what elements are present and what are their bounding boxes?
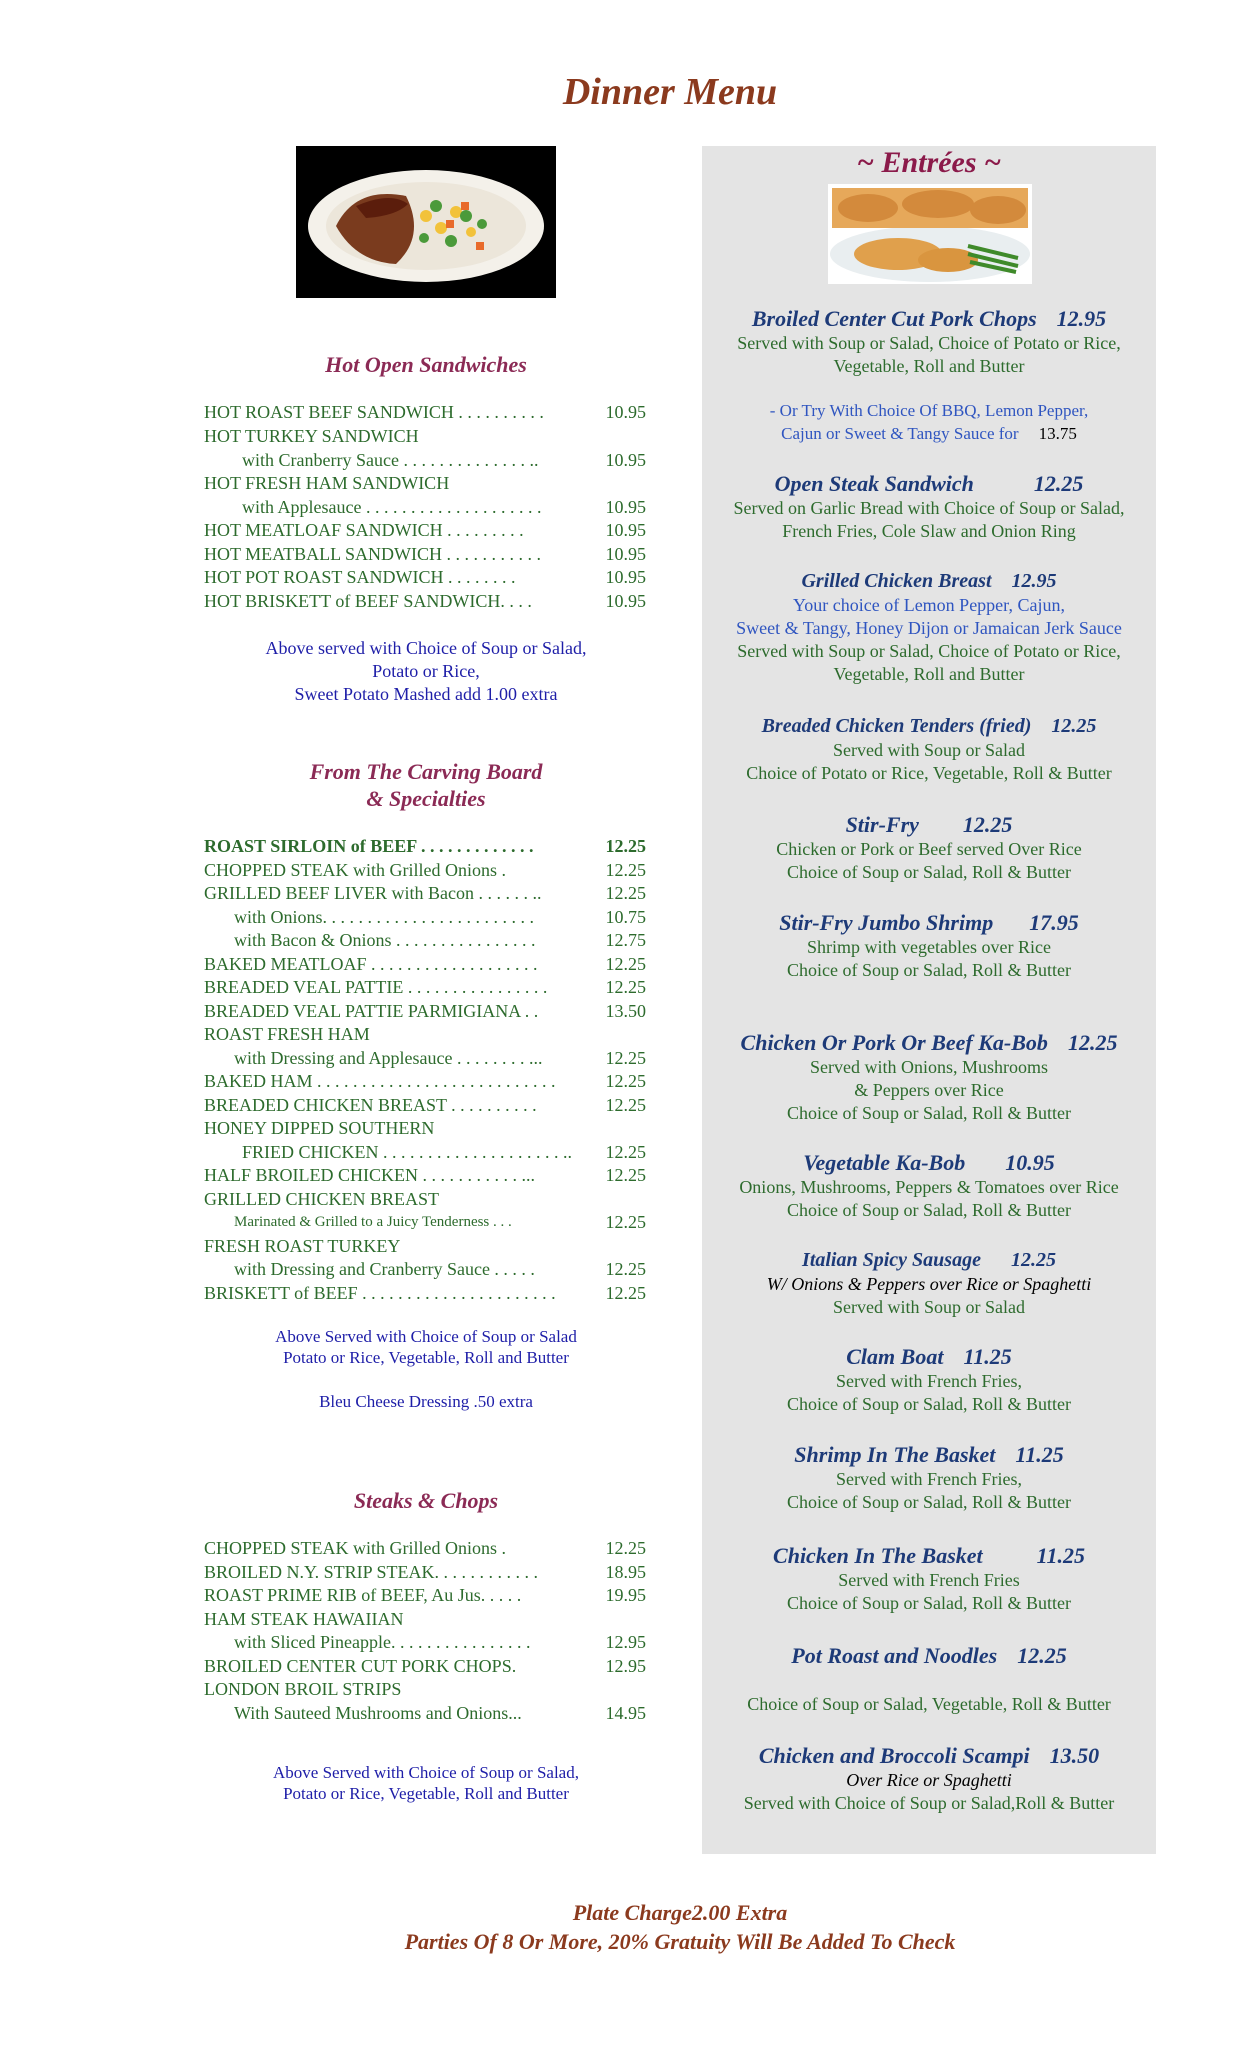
- entree-sauce-option: - Or Try With Choice Of BBQ, Lemon Pepper, Cajun or Sweet & Tangy Sauce for 13.75: [769, 401, 1089, 443]
- list-item: HOT FRESH HAM SANDWICH: [204, 473, 450, 493]
- page-title: Dinner Menu: [562, 71, 778, 113]
- list-item: CHOPPED STEAK with Grilled Onions . 12.25: [204, 1538, 646, 1558]
- entree-chicken-basket: Chicken In The Basket 11.25 Served with French Fries Choice of Soup or Salad, Roll & Butter: [773, 1543, 1085, 1613]
- list-item: CHOPPED STEAK with Grilled Onions . 12.25: [204, 860, 646, 880]
- list-item: BREADED CHICKEN BREAST . . . . . . . . . . 12.25: [204, 1095, 646, 1115]
- list-item: BROILED N.Y. STRIP STEAK. . . . . . . . . . . . 18.95: [204, 1562, 646, 1582]
- fried-fish-photo: [828, 184, 1032, 284]
- list-item: FRIED CHICKEN . . . . . . . . . . . . . . . . . . . . .. 12.25: [242, 1142, 646, 1162]
- list-item: ROAST FRESH HAM: [204, 1024, 370, 1044]
- list-item: ROAST PRIME RIB of BEEF, Au Jus. . . . . 19.95: [204, 1585, 646, 1605]
- list-item: with Onions. . . . . . . . . . . . . . . . . . . . . . . . 10.75: [234, 907, 646, 927]
- list-item: ROAST SIRLOIN of BEEF . . . . . . . . . . . . . 12.25: [204, 836, 646, 856]
- list-item: HOT POT ROAST SANDWICH . . . . . . . . 10.95: [204, 567, 646, 587]
- list-item: FRESH ROAST TURKEY: [204, 1236, 401, 1256]
- entree-vegetable-ka-bob: Vegetable Ka-Bob 10.95 Onions, Mushrooms, Peppers & Tomatoes over Rice Choice of Soup or Salad, Roll & Butter: [739, 1150, 1119, 1220]
- list-item: HOT MEATLOAF SANDWICH . . . . . . . . . 10.95: [204, 520, 646, 540]
- carving-note: Above Served with Choice of Soup or Salad Potato or Rice, Vegetable, Roll and Butter: [275, 1327, 577, 1367]
- list-item: GRILLED BEEF LIVER with Bacon . . . . . . .. 12.25: [204, 883, 646, 903]
- list-item: with Sliced Pineapple. . . . . . . . . . . . . . . . 12.95: [234, 1632, 646, 1652]
- list-item: HOT MEATBALL SANDWICH . . . . . . . . . . . 10.95: [204, 544, 646, 564]
- list-item: BREADED VEAL PATTIE . . . . . . . . . . . . . . . . 12.25: [204, 977, 646, 997]
- bleu-cheese-note: Bleu Cheese Dressing .50 extra: [319, 1392, 533, 1411]
- list-item: with Applesauce . . . . . . . . . . . . . . . . . . . . 10.95: [242, 497, 646, 517]
- list-item: Marinated & Grilled to a Juicy Tenderness . . . 12.25: [234, 1212, 646, 1232]
- entree-stir-fry-shrimp: Stir-Fry Jumbo Shrimp 17.95 Shrimp with vegetables over Rice Choice of Soup or Salad, Roll & Butter: [779, 910, 1079, 980]
- list-item: HOT BRISKETT of BEEF SANDWICH. . . . 10.95: [204, 591, 646, 611]
- list-item: with Cranberry Sauce . . . . . . . . . . . . . . .. 10.95: [242, 450, 646, 470]
- entree-stir-fry: Stir-Fry 12.25 Chicken or Pork or Beef served Over Rice Choice of Soup or Salad, Roll & Butter: [776, 812, 1082, 882]
- meatloaf-plate-photo: [296, 146, 556, 298]
- steaks-heading: Steaks & Chops: [353, 1488, 499, 1513]
- list-item: with Dressing and Applesauce . . . . . . . . ... 12.25: [234, 1048, 646, 1068]
- entrees-heading: ~ Entrées ~: [856, 146, 1002, 179]
- list-item: With Sauteed Mushrooms and Onions... 14.95: [234, 1703, 646, 1723]
- list-item: BAKED HAM . . . . . . . . . . . . . . . . . . . . . . . . . . . 12.25: [204, 1071, 646, 1091]
- hot-open-note: Above served with Choice of Soup or Salad, Potato or Rice, Sweet Potato Mashed add 1.00 extra: [265, 638, 587, 704]
- entree-pot-roast: Pot Roast and Noodles 12.25 Choice of Soup or Salad, Vegetable, Roll & Butter: [747, 1643, 1111, 1714]
- list-item: GRILLED CHICKEN BREAST: [204, 1189, 439, 1209]
- list-item: HONEY DIPPED SOUTHERN: [204, 1118, 435, 1138]
- entree-open-steak: Open Steak Sandwich 12.25 Served on Garlic Bread with Choice of Soup or Salad, French Fries, Cole Slaw and Onion Ring: [733, 471, 1125, 541]
- list-item: BREADED VEAL PATTIE PARMIGIANA . . 13.50: [204, 1001, 646, 1021]
- entree-clam-boat: Clam Boat 11.25 Served with French Fries, Choice of Soup or Salad, Roll & Butter: [787, 1344, 1071, 1414]
- list-item: HAM STEAK HAWAIIAN: [204, 1609, 404, 1629]
- entree-ka-bob: Chicken Or Pork Or Beef Ka-Bob 12.25 Served with Onions, Mushrooms & Peppers over Rice Choice of Soup or Salad, Roll & Butter: [740, 1030, 1118, 1123]
- entree-pork-chops: Broiled Center Cut Pork Chops 12.95 Served with Soup or Salad, Choice of Potato or Rice, Vegetable, Roll and Butter: [737, 306, 1121, 376]
- gratuity-note: Parties Of 8 Or More, 20% Gratuity Will Be Added To Check: [404, 1929, 956, 1954]
- entree-shrimp-basket: Shrimp In The Basket 11.25 Served with French Fries, Choice of Soup or Salad, Roll & Butter: [787, 1442, 1071, 1512]
- entree-chicken-tenders: Breaded Chicken Tenders (fried) 12.25 Served with Soup or Salad Choice of Potato or Rice, Vegetable, Roll & Butter: [746, 715, 1112, 783]
- list-item: with Bacon & Onions . . . . . . . . . . . . . . . . 12.75: [234, 930, 646, 950]
- carving-heading: From The Carving Board & Specialties: [309, 759, 543, 811]
- list-item: HOT TURKEY SANDWICH: [204, 426, 419, 446]
- plate-charge-note: Plate Charge2.00 Extra: [572, 1900, 788, 1925]
- hot-open-heading: Hot Open Sandwiches: [325, 352, 527, 377]
- list-item: HOT ROAST BEEF SANDWICH . . . . . . . . . . 10.95: [204, 402, 646, 422]
- list-item: BAKED MEATLOAF . . . . . . . . . . . . . . . . . . . 12.25: [204, 954, 646, 974]
- entree-italian-sausage: Italian Spicy Sausage 12.25 W/ Onions & Peppers over Rice or Spaghetti Served with Soup or Salad: [766, 1249, 1092, 1317]
- list-item: with Dressing and Cranberry Sauce . . . . . 12.25: [234, 1259, 646, 1279]
- steaks-note: Above Served with Choice of Soup or Salad, Potato or Rice, Vegetable, Roll and Butter: [273, 1763, 579, 1803]
- list-item: BROILED CENTER CUT PORK CHOPS. 12.95: [204, 1656, 646, 1676]
- entree-broccoli-scampi: Chicken and Broccoli Scampi 13.50 Over Rice or Spaghetti Served with Choice of Soup or Salad,Roll & Butter: [743, 1743, 1115, 1813]
- list-item: HALF BROILED CHICKEN . . . . . . . . . . . ... 12.25: [204, 1165, 646, 1185]
- list-item: BRISKETT of BEEF . . . . . . . . . . . . . . . . . . . . . . 12.25: [204, 1283, 646, 1303]
- list-item: LONDON BROIL STRIPS: [204, 1679, 402, 1699]
- entree-grilled-chicken: Grilled Chicken Breast 12.95 Your choice of Lemon Pepper, Cajun, Sweet & Tangy, Honey Dijon or Jamaican Jerk Sauce Served with Soup or Salad, Choice of Potato or Rice, Vegetable, Roll and Butter: [736, 570, 1122, 684]
